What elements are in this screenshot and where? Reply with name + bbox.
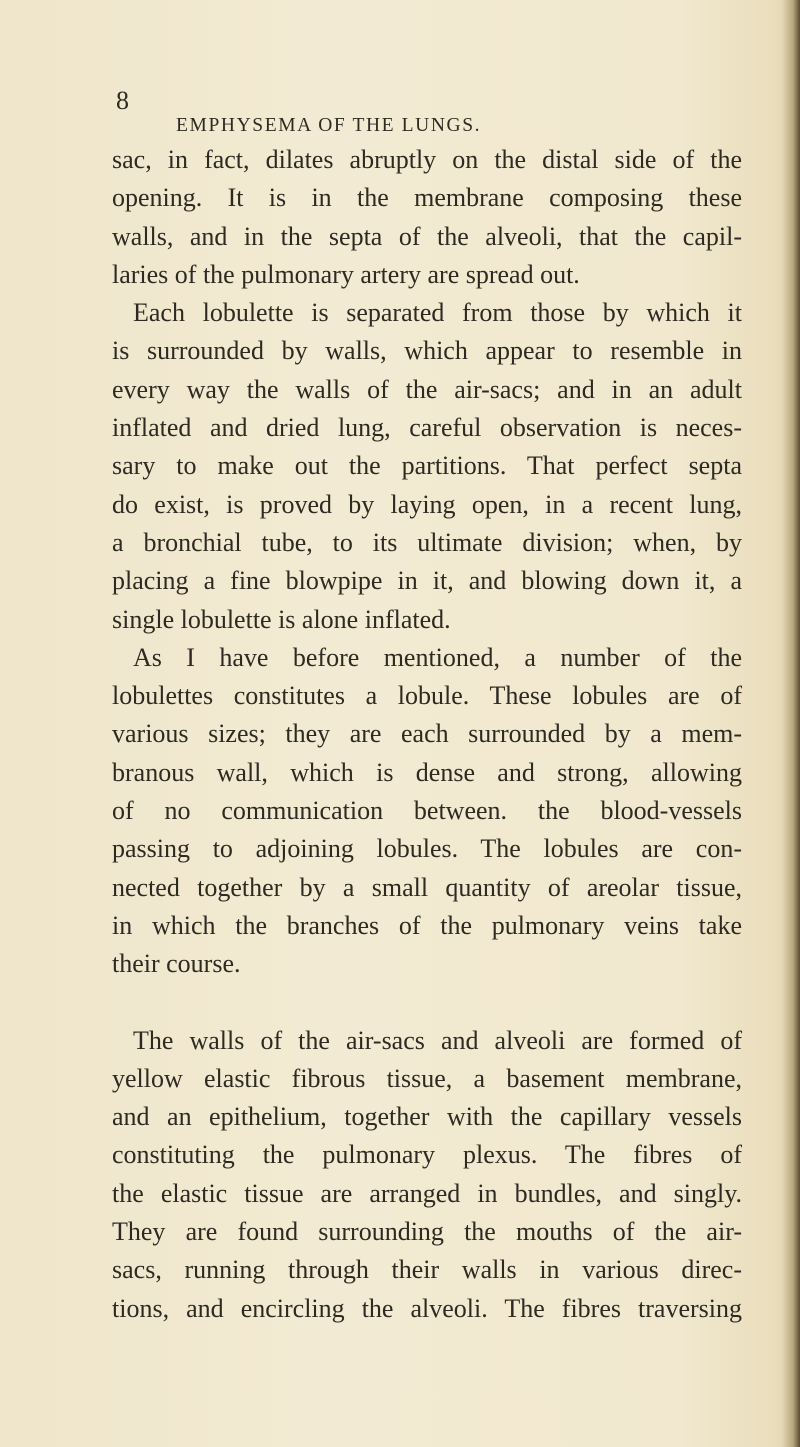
text-line: every way the walls of the air-sacs; and in an adult <box>112 374 742 404</box>
text-line: yellow elastic fibrous tissue, a basement membrane, <box>112 1063 742 1093</box>
text-line: passing to adjoining lobules. The lobules are con- <box>112 834 742 864</box>
text-line: nected together by a small quantity of areolar tissue, <box>112 872 742 902</box>
text-line: sary to make out the partitions. That perfect septa <box>112 451 742 481</box>
text-line: sacs, running through their walls in various direc- <box>112 1255 742 1285</box>
text-line: sac, in fact, dilates abruptly on the distal side of the <box>112 145 742 174</box>
text-line: the elastic tissue are arranged in bundles, and singly. <box>112 1178 742 1208</box>
paragraph-1 <box>112 141 742 294</box>
text-line: The walls of the air-sacs and alveoli are formed of <box>133 1025 742 1055</box>
paragraph-2 <box>112 294 742 639</box>
text-line: constituting the pulmonary plexus. The fibres of <box>112 1140 742 1170</box>
page-number: 8 <box>116 86 129 115</box>
text-line: lobulettes constitutes a lobule. These lobules are of <box>112 681 742 711</box>
text-line: various sizes; they are each surrounded by a mem- <box>112 719 742 749</box>
text-line: laries of the pulmonary artery are spread out. <box>112 259 580 289</box>
text-line: and an epithelium, together with the capillary vessels <box>112 1102 742 1132</box>
text-line: in which the branches of the pulmonary veins take <box>112 910 742 940</box>
running-head: EMPHYSEMA OF THE LUNGS. <box>176 115 482 136</box>
text-line: Each lobulette is separated from those by which it <box>133 298 742 328</box>
text-line: a bronchial tube, to its ultimate division; when, by <box>112 527 742 557</box>
text-line: placing a fine blowpipe in it, and blowing down it, a <box>112 566 742 596</box>
text-line: opening. It is in the membrane composing these <box>112 183 742 213</box>
text-line: single lobulette is alone inflated. <box>112 604 451 634</box>
text-line: do exist, is proved by laying open, in a recent lung, <box>112 489 742 519</box>
text-line: They are found surrounding the mouths of the air- <box>112 1217 742 1247</box>
paragraph-4 <box>112 1022 742 1328</box>
text-line: walls, and in the septa of the alveoli, that the capil- <box>112 221 742 251</box>
paragraph-3 <box>112 639 742 984</box>
text-line: is surrounded by walls, which appear to resemble in <box>112 336 742 366</box>
text-line: their course. <box>112 949 241 979</box>
text-line: As I have before mentioned, a number of the <box>133 642 742 672</box>
page-edge-shadow <box>782 0 800 1447</box>
text-line: inflated and dried lung, careful observation is neces- <box>112 413 742 443</box>
text-line: branous wall, which is dense and strong, allowing <box>112 757 742 787</box>
text-line: of no communication between. the blood-vessels <box>112 796 742 826</box>
body-text <box>112 141 742 1328</box>
text-line: tions, and encircling the alveoli. The fibres traversing <box>112 1293 742 1323</box>
